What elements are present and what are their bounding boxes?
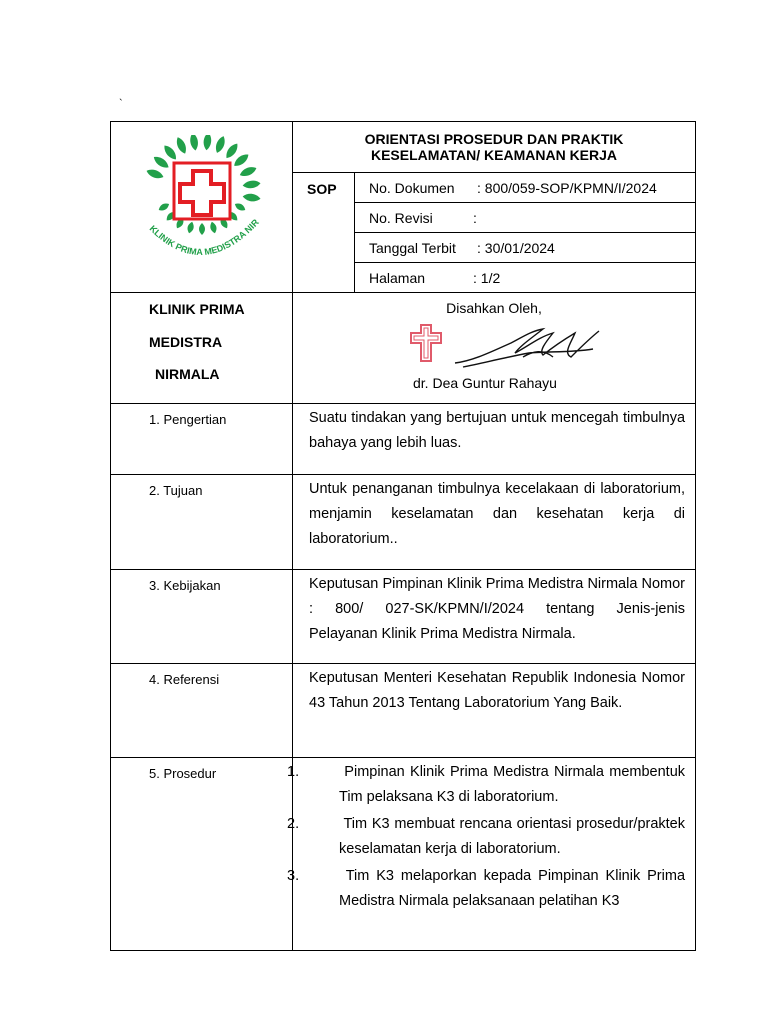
procedure-item	[287, 864, 686, 914]
signature-stroke	[455, 329, 599, 367]
logo-leaf	[213, 135, 227, 154]
meta-row-revision	[355, 203, 696, 233]
procedure-text: Tim K3 melaporkan kepada Pimpinan Klinik Prima Medistra Nirmala pelaksanaan pelatihan K3	[339, 868, 686, 909]
meta-key: Tanggal Terbit	[369, 239, 456, 256]
logo-leaf	[238, 164, 257, 178]
meta-value: :	[473, 209, 477, 226]
meta-value: : 1/2	[473, 269, 501, 286]
procedure-text: Pimpinan Klinik Prima Medistra Nirmala membentuk Tim pelaksana K3 di laboratorium.	[339, 764, 686, 805]
section-label-tujuan: 2. Tujuan	[111, 475, 293, 570]
logo-text: KLINIK PRIMA MEDISTRA NIR	[147, 216, 261, 257]
procedure-item	[287, 812, 685, 862]
procedure-list	[287, 760, 686, 914]
clinic-name-cell	[111, 293, 293, 404]
meta-key: Halaman	[369, 269, 426, 286]
logo-leaf	[188, 135, 198, 151]
procedure-number: 1.	[287, 764, 300, 780]
section-label-pengertian: 1. Pengertian	[111, 404, 293, 475]
meta-value: : 30/01/2024	[477, 239, 555, 256]
title-line-2: KESELAMATAN/ KEAMANAN KERJA	[370, 147, 618, 163]
procedure-item	[287, 760, 686, 810]
section-text-kebijakan: Keputusan Pimpinan Klinik Prima Medistra Nirmala Nomor : 800/ 027-SK/KPMN/I/2024 tentang Jenis-jenis Pelayanan Klinik Prima Medistra Nirmala.	[293, 570, 696, 664]
signature-with-stamp	[403, 323, 603, 373]
logo-leaf	[161, 143, 178, 162]
section-label-referensi: 4. Referensi	[111, 664, 293, 758]
meta-value: : 800/059-SOP/KPMN/I/2024	[477, 179, 657, 196]
procedure-number: 2.	[287, 816, 300, 832]
logo-leaf	[174, 135, 188, 154]
logo-leaf	[242, 179, 261, 189]
logo-leaf	[233, 201, 246, 212]
meta-key: No. Dokumen	[369, 179, 455, 196]
logo-leaf	[223, 141, 240, 160]
logo-leaf	[208, 220, 217, 233]
clinic-name-line-1: KLINIK PRIMA	[149, 301, 245, 317]
document-title	[293, 122, 696, 173]
logo-leaf	[186, 220, 195, 233]
logo-leaf	[157, 201, 170, 212]
logo-leaf	[242, 192, 261, 202]
meta-row-document	[355, 173, 696, 203]
procedure-number: 3.	[287, 868, 300, 884]
section-label-prosedur: 5. Prosedur	[111, 758, 293, 951]
clinic-name-line-2: MEDISTRA	[149, 334, 223, 350]
clinic-name-line-3: NIRMALA	[155, 366, 220, 382]
logo-leaf	[199, 223, 205, 235]
logo-leaf	[231, 151, 250, 168]
clinic-logo	[127, 135, 277, 275]
meta-row-page	[355, 263, 696, 293]
approval-label: Disahkan Oleh,	[446, 300, 542, 316]
approval-cell	[293, 293, 696, 404]
logo-leaf	[202, 135, 211, 151]
section-label-kebijakan: 3. Kebijakan	[111, 570, 293, 664]
procedure-text: Tim K3 membuat rencana orientasi prosedur/praktek keselamatan kerja di laboratorium.	[339, 816, 685, 857]
section-text-tujuan: Untuk penanganan timbulnya kecelakaan di laboratorium, menjamin keselamatan dan kesehatan kerja di laboratorium..	[293, 475, 696, 570]
meta-row-date	[355, 233, 696, 263]
stamp-cross-icon	[411, 325, 441, 361]
section-text-pengertian: Suatu tindakan yang bertujuan untuk mencegah timbulnya bahaya yang lebih luas.	[293, 404, 696, 475]
section-text-referensi: Keputusan Menteri Kesehatan Republik Indonesia Nomor 43 Tahun 2013 Tentang Laboratorium Yang Baik.	[293, 664, 696, 758]
sop-table	[110, 121, 696, 951]
section-text-prosedur	[287, 758, 696, 951]
sop-label: SOP	[293, 173, 355, 293]
title-line-1: ORIENTASI PROSEDUR DAN PRAKTIK	[364, 131, 624, 147]
logo-leaf	[151, 153, 170, 170]
meta-key: No. Revisi	[369, 209, 433, 226]
clinic-logo-cell	[111, 122, 293, 293]
stray-mark: `	[119, 98, 123, 110]
logo-leaf	[145, 167, 164, 180]
signer-name: dr. Dea Guntur Rahayu	[413, 375, 557, 391]
